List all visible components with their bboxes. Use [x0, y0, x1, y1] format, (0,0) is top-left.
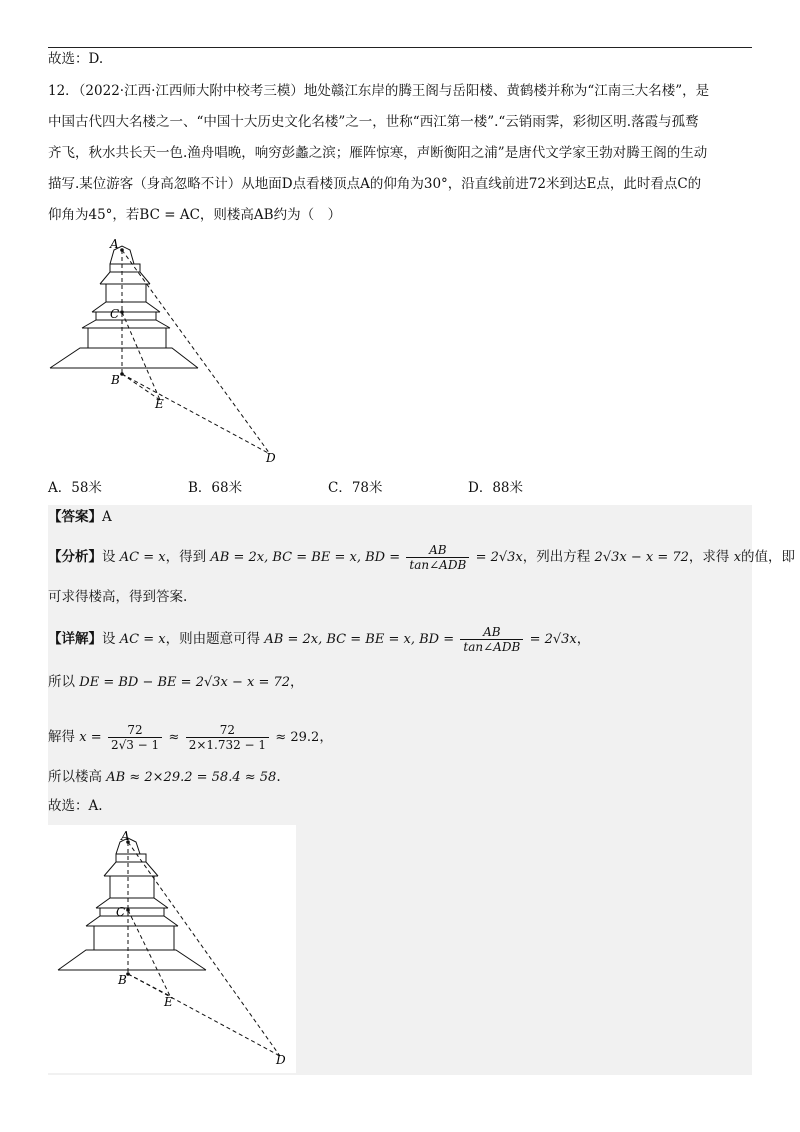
question-line-1: 12．（2022·江西·江西师大附中校考三模）地处赣江东岸的腾王阁与岳阳楼、黄鹤楼并称为“江南三大名楼”，是 [48, 83, 710, 99]
final-answer: 故选：A. [48, 798, 103, 814]
header-rule [48, 47, 752, 48]
label-e-2: E [164, 995, 173, 1009]
fraction-approx: $\frac{72}{2\times 1.732 - 1}$ [186, 723, 269, 752]
option-a[interactable]: A．58米 [48, 480, 102, 496]
fraction-exact: $\frac{72}{2√3 - 1}$ [108, 723, 162, 752]
label-a: A [110, 237, 119, 251]
label-d: D [266, 451, 276, 465]
pavilion-figure-solution [48, 828, 296, 1073]
detail-fraction: $\frac{AB}{\text{tan∠ADB}}$ [460, 625, 523, 654]
label-e: E [155, 397, 164, 411]
pavilion-figure-question [48, 236, 288, 466]
detail-line-4: 所以楼高 AB ≈ 2×29.2 = 58.4 ≈ 58. [48, 769, 281, 785]
question-line-2: 中国古代四大名楼之一、“中国十大历史文化名楼”之一，世称“西江第一楼”.“云销雨霁，彩彻区明.落霞与孤鹜 [48, 114, 699, 130]
option-b[interactable]: B．68米 [188, 480, 243, 496]
label-a-2: A [121, 829, 130, 843]
label-d-2: D [276, 1053, 286, 1067]
label-b-2: B [118, 973, 127, 987]
label-c-2: C [116, 905, 126, 919]
question-line-4: 描写.某位游客（身高忽略不计）从地面D点看楼顶点A的仰角为30°，沿直线前进72米到达E点，此时看点C的 [48, 176, 702, 192]
analysis-fraction: $\frac{AB}{\text{tan∠ADB}}$ [406, 543, 469, 572]
answer-line: 【答案】A [48, 509, 112, 525]
detail-line-3: 解得 x = $\frac{72}{2√3 - 1}$ ≈ $\frac{72}{2\times 1.732 - 1}$ ≈ 29.2， [48, 723, 333, 752]
label-b: B [111, 373, 120, 387]
option-c[interactable]: C．78米 [328, 480, 383, 496]
question-line-5: 仰角为45°，若BC = AC，则楼高AB约为（ ） [48, 207, 342, 223]
label-c: C [110, 307, 120, 321]
option-d[interactable]: D．88米 [468, 480, 524, 496]
detail-line-1: 【详解】设 AC = x，则由题意可得 AB = 2x, BC = BE = x, BD = $\frac{AB}{\text{tan∠ADB}}$ = 2√3x， [48, 625, 591, 654]
question-line-3: 齐飞，秋水共长天一色.渔舟唱晚，响穷彭蠡之滨；雁阵惊寒，声断衡阳之浦”是唐代文学家王勃对腾王阁的生动 [48, 145, 708, 161]
previous-answer: 故选：D. [48, 51, 104, 67]
analysis-line-1: 【分析】设 AC = x，得到 AB = 2x, BC = BE = x, BD = $\frac{AB}{\text{tan∠ADB}}$ = 2√3x，列出方程 2√3x − x = 72，求得 x的值，即 [48, 543, 796, 572]
analysis-line-2: 可求得楼高，得到答案. [48, 589, 188, 605]
detail-line-2: 所以 DE = BD − BE = 2√3x − x = 72， [48, 674, 304, 690]
